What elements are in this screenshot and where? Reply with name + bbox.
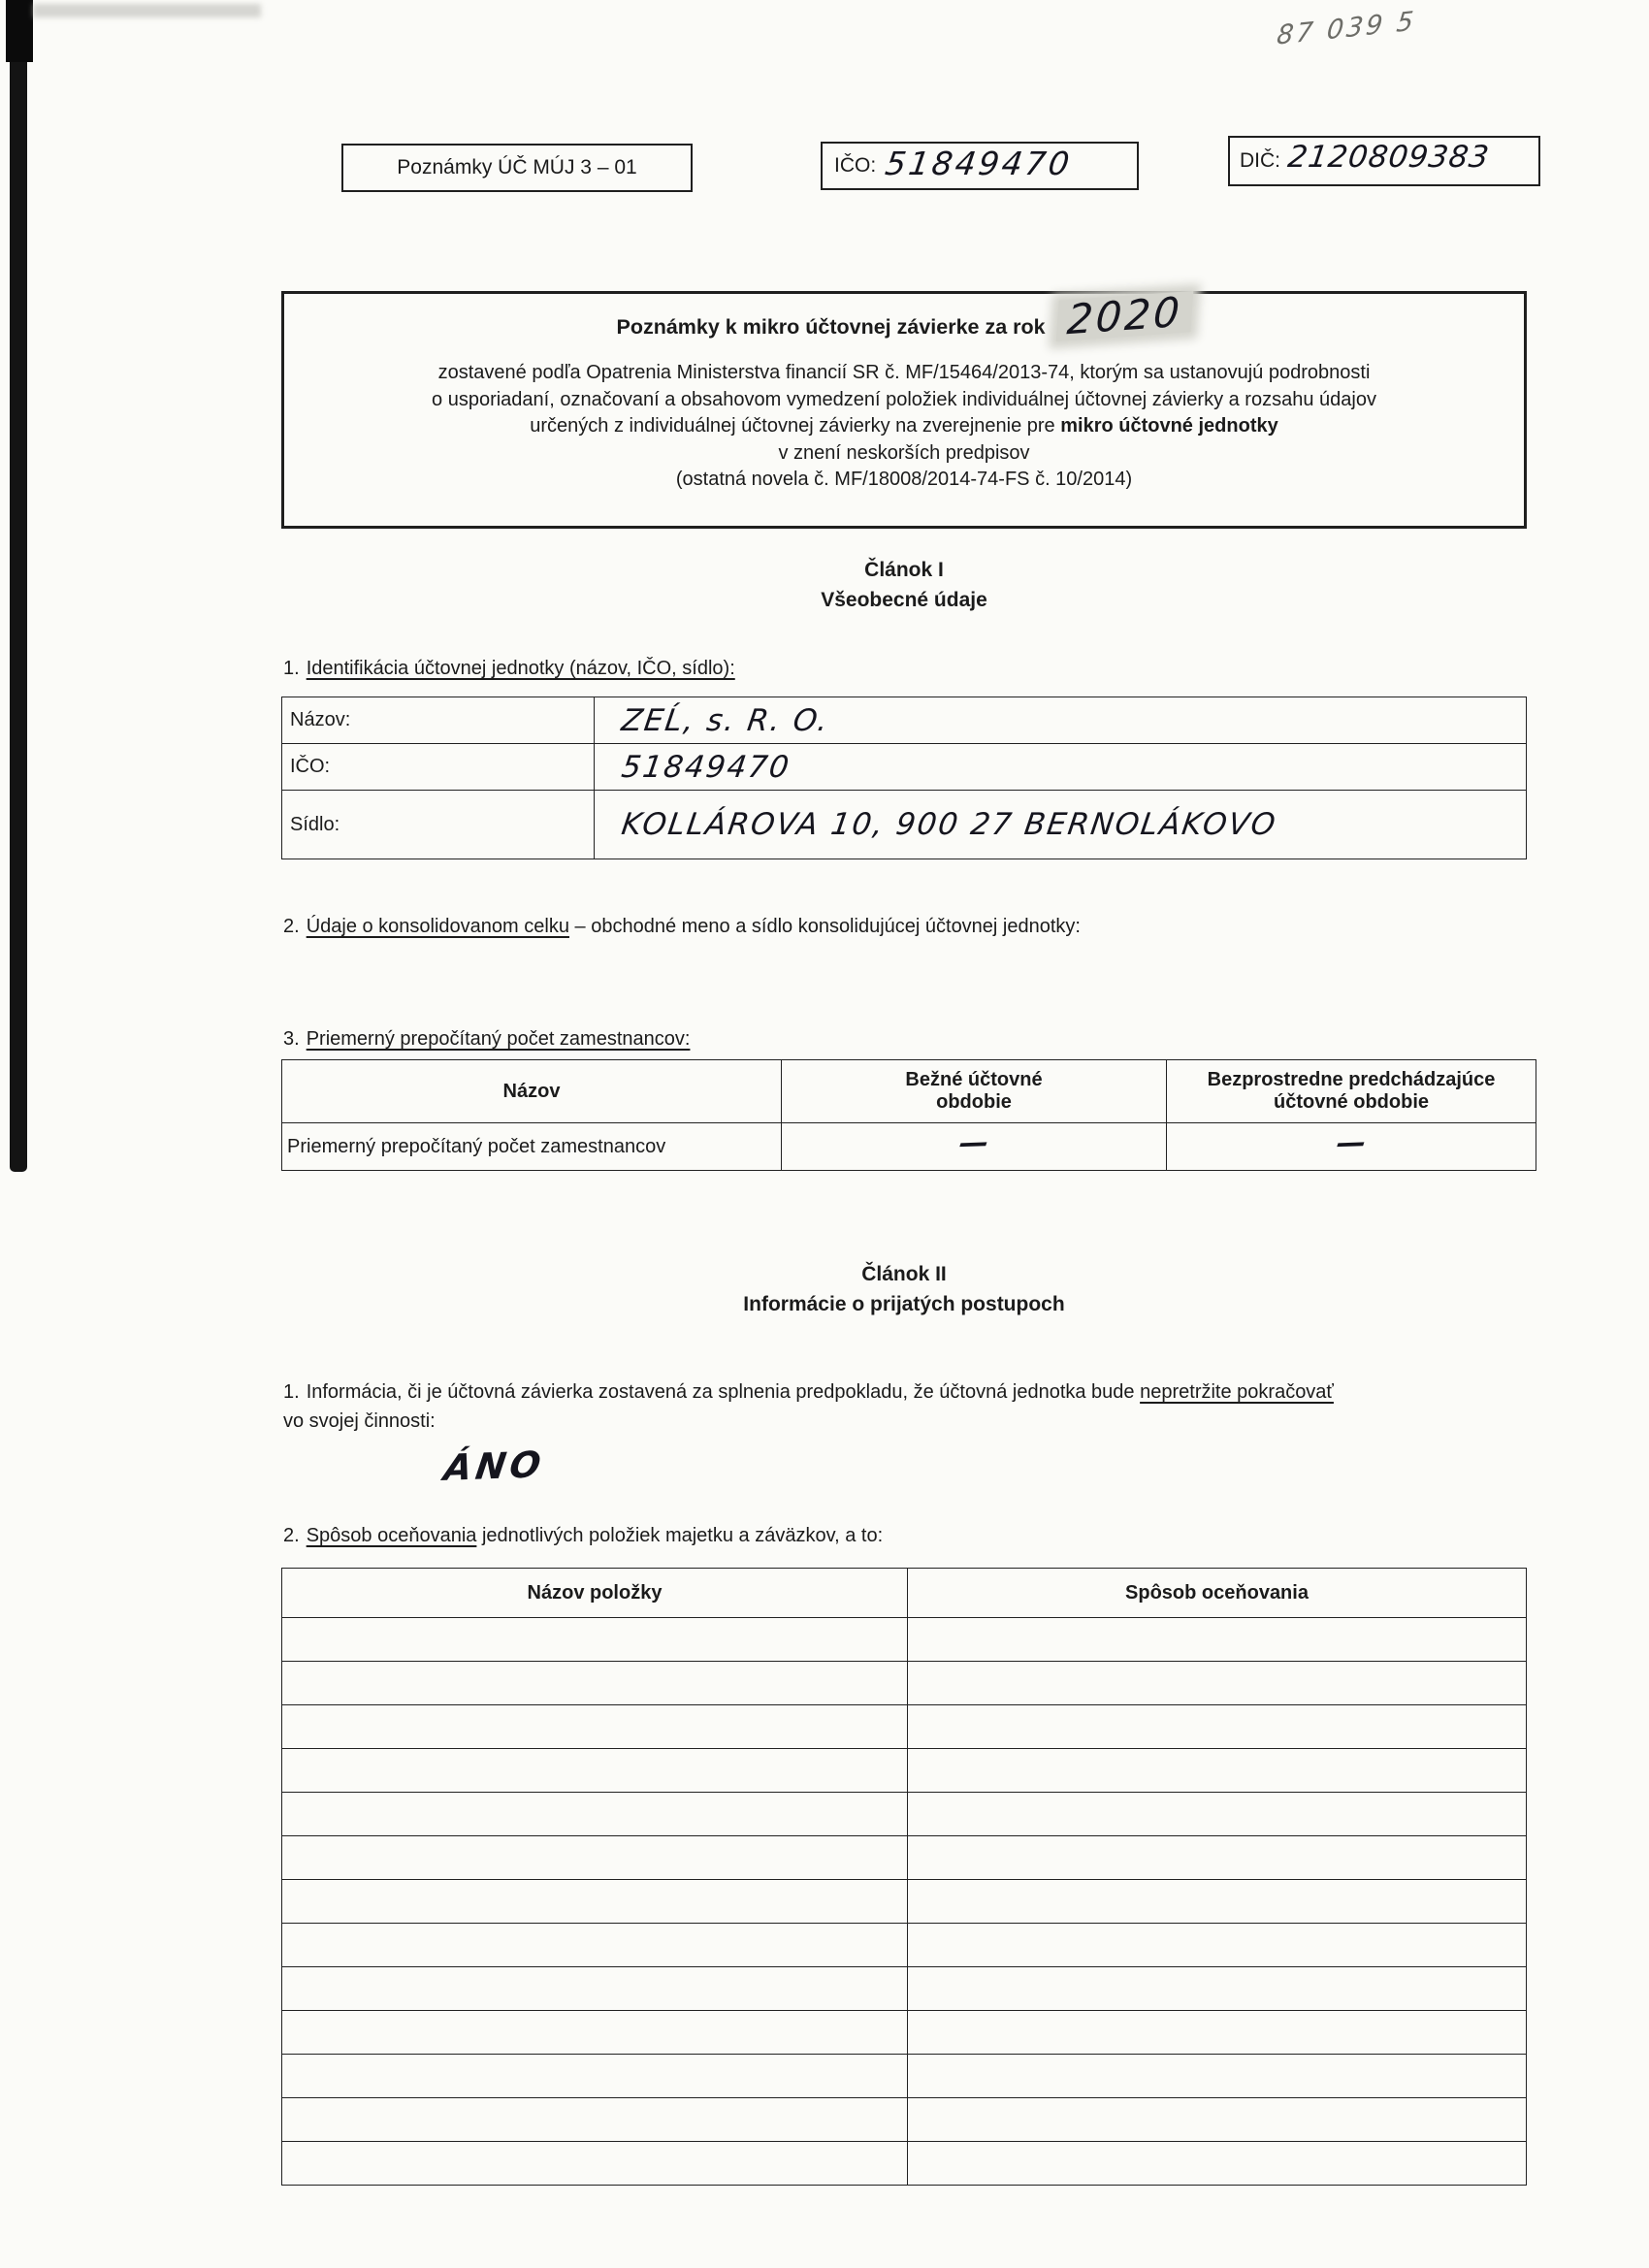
valuation-item-cell bbox=[282, 1749, 908, 1793]
title-line bbox=[284, 287, 1524, 356]
id-value-cell bbox=[595, 744, 1527, 791]
valuation-item-cell bbox=[282, 1793, 908, 1836]
ico-box bbox=[821, 142, 1139, 190]
valuation-method-cell bbox=[908, 1749, 1527, 1793]
header-text: Názov bbox=[502, 1080, 561, 1102]
article2-heading: Článok II bbox=[861, 1263, 947, 1285]
table-row bbox=[282, 791, 1527, 859]
item-text-continued: vo svojej činnosti: bbox=[283, 1410, 436, 1432]
id-label-cell: Sídlo: bbox=[282, 791, 595, 859]
item-number: 2. bbox=[283, 1525, 300, 1546]
valuation-method-cell bbox=[908, 2011, 1527, 2055]
ico-value-handwritten: 51849470 bbox=[883, 144, 1075, 182]
valuation-item-cell bbox=[282, 2142, 908, 2186]
id-label-cell: IČO: bbox=[282, 744, 595, 791]
identification-table bbox=[281, 697, 1527, 859]
pencil-annotation: 87 039 5 bbox=[1275, 6, 1418, 51]
article1-item2 bbox=[283, 912, 1536, 941]
valuation-empty-row bbox=[282, 2055, 1527, 2098]
dic-label: DIČ: bbox=[1240, 149, 1280, 172]
employees-col-current-header bbox=[782, 1060, 1167, 1123]
valuation-item-cell bbox=[282, 1967, 908, 2011]
item-text: Priemerný prepočítaný počet zamestnancov: bbox=[306, 1028, 691, 1050]
id-value-cell bbox=[595, 697, 1527, 744]
employees-current-cell bbox=[782, 1123, 1167, 1171]
title-body-line-5: (ostatná novela č. MF/18008/2014-74-FS č. 10/2014) bbox=[675, 469, 1133, 490]
id-value-handwritten: ZEĹ, s. R. O. bbox=[619, 702, 832, 738]
title-body-line-4: v znení neskorších predpisov bbox=[778, 441, 1030, 464]
item-text: – obchodné meno a sídlo konsolidujúcej účtovnej jednotky: bbox=[568, 916, 1081, 937]
item-number: 1. bbox=[283, 1381, 300, 1403]
table-row bbox=[282, 1123, 1536, 1171]
valuation-method-cell bbox=[908, 2055, 1527, 2098]
valuation-empty-row bbox=[282, 1924, 1527, 1967]
item-number: 1. bbox=[283, 658, 300, 679]
valuation-item-cell bbox=[282, 1880, 908, 1924]
valuation-item-cell bbox=[282, 1705, 908, 1749]
employees-row-label: Priemerný prepočítaný počet zamestnancov bbox=[282, 1123, 782, 1171]
employees-col-nazov-header bbox=[282, 1060, 782, 1123]
dash-handwritten: — bbox=[956, 1124, 991, 1161]
valuation-item-cell bbox=[282, 2011, 908, 2055]
valuation-empty-row bbox=[282, 1967, 1527, 2011]
item-text-underlined: Údaje o konsolidovanom celku bbox=[306, 916, 569, 937]
table-header-row bbox=[282, 1060, 1536, 1123]
valuation-method-cell bbox=[908, 1793, 1527, 1836]
title-body-line-3-bold: mikro účtovné jednotky bbox=[1060, 415, 1278, 437]
article2-item1 bbox=[283, 1377, 1536, 1436]
valuation-method-cell bbox=[908, 1880, 1527, 1924]
valuation-empty-row bbox=[282, 1793, 1527, 1836]
item-text: Identifikácia účtovnej jednotky (názov, IČO, sídlo): bbox=[306, 658, 735, 679]
valuation-method-cell bbox=[908, 1924, 1527, 1967]
valuation-method-cell bbox=[908, 1662, 1527, 1705]
header-text: Bezprostredne predchádzajúce účtovné obdobie bbox=[1207, 1069, 1496, 1113]
valuation-item-cell bbox=[282, 2055, 908, 2098]
id-label-cell: Názov: bbox=[282, 697, 595, 744]
item-text: jednotlivých položiek majetku a záväzkov, a to: bbox=[476, 1525, 884, 1546]
valuation-table bbox=[281, 1568, 1527, 2186]
valuation-table-body bbox=[282, 1618, 1527, 2186]
title-body-line-2: o usporiadaní, označovaní a obsahovom vymedzení položiek individuálnej účtovnej závierky a rozsahu údajov bbox=[432, 388, 1376, 410]
employees-col-previous-header bbox=[1167, 1060, 1536, 1123]
title-box bbox=[281, 287, 1527, 529]
item-text-underlined: Spôsob oceňovania bbox=[306, 1525, 477, 1546]
title-body-line-3-text: určených z individuálnej účtovnej závierky na zverejnenie pre bbox=[530, 415, 1061, 437]
title-paragraph bbox=[284, 360, 1524, 494]
ico-label: IČO: bbox=[834, 154, 877, 177]
valuation-empty-row bbox=[282, 1705, 1527, 1749]
form-title: Poznámky k mikro účtovnej závierke za rok bbox=[616, 315, 1046, 339]
id-value-cell bbox=[595, 791, 1527, 859]
valuation-col-method-header: Spôsob oceňovania bbox=[908, 1569, 1527, 1618]
header-text: Bežné účtovné obdobie bbox=[905, 1069, 1043, 1113]
item-number: 3. bbox=[283, 1028, 300, 1050]
year-value-handwritten: 2020 bbox=[1055, 291, 1193, 341]
valuation-empty-row bbox=[282, 2011, 1527, 2055]
valuation-empty-row bbox=[282, 2142, 1527, 2186]
employees-previous-cell bbox=[1167, 1123, 1536, 1171]
valuation-empty-row bbox=[282, 2098, 1527, 2142]
valuation-method-cell bbox=[908, 1967, 1527, 2011]
item-text: Informácia, či je účtovná závierka zostavená za splnenia predpokladu, že účtovná jednotka bude bbox=[306, 1381, 1141, 1403]
table-row bbox=[282, 697, 1527, 744]
table-row bbox=[282, 744, 1527, 791]
article1-heading: Článok I bbox=[864, 559, 944, 581]
valuation-empty-row bbox=[282, 1880, 1527, 1924]
item-text-underlined: nepretržite pokračovať bbox=[1140, 1381, 1334, 1403]
valuation-empty-row bbox=[282, 1618, 1527, 1662]
id-value-handwritten: KOLLÁROVA 10, 900 27 BERNOLÁKOVO bbox=[619, 807, 1279, 842]
valuation-empty-row bbox=[282, 1749, 1527, 1793]
article2-item2 bbox=[283, 1521, 1536, 1550]
table-header-row bbox=[282, 1569, 1527, 1618]
title-body-line-1: zostavené podľa Opatrenia Ministerstva financií SR č. MF/15464/2013-74, ktorým sa ustanovujú podrobnosti bbox=[437, 362, 1371, 383]
valuation-empty-row bbox=[282, 1662, 1527, 1705]
valuation-item-cell bbox=[282, 2098, 908, 2142]
valuation-empty-row bbox=[282, 1836, 1527, 1880]
article1-subheading: Všeobecné údaje bbox=[821, 589, 987, 611]
dic-box bbox=[1228, 136, 1540, 186]
item-number: 2. bbox=[283, 916, 300, 937]
dic-value-handwritten: 2120809383 bbox=[1285, 140, 1492, 175]
valuation-item-cell bbox=[282, 1618, 908, 1662]
scan-artifact-left-edge bbox=[10, 0, 27, 1172]
employees-table bbox=[281, 1059, 1536, 1171]
article2-subheading: Informácie o prijatých postupoch bbox=[743, 1293, 1065, 1315]
article1-item3 bbox=[283, 1024, 1536, 1053]
article1-item1 bbox=[283, 654, 1536, 683]
valuation-method-cell bbox=[908, 2142, 1527, 2186]
valuation-item-cell bbox=[282, 1836, 908, 1880]
valuation-method-cell bbox=[908, 1836, 1527, 1880]
id-value-handwritten: 51849470 bbox=[619, 749, 793, 785]
article1-heading-block bbox=[281, 555, 1527, 615]
valuation-method-cell bbox=[908, 1705, 1527, 1749]
title-body-line-3 bbox=[284, 413, 1524, 440]
form-code-box bbox=[341, 144, 693, 192]
valuation-item-cell bbox=[282, 1662, 908, 1705]
valuation-item-cell bbox=[282, 1924, 908, 1967]
answer-ano-handwritten: ÁNO bbox=[440, 1443, 548, 1489]
form-code-label: Poznámky ÚČ MÚJ 3 – 01 bbox=[397, 156, 637, 178]
article2-heading-block bbox=[281, 1259, 1527, 1319]
valuation-col-item-header: Názov položky bbox=[282, 1569, 908, 1618]
valuation-method-cell bbox=[908, 2098, 1527, 2142]
scan-artifact-top-smudge bbox=[33, 4, 261, 17]
valuation-method-cell bbox=[908, 1618, 1527, 1662]
scan-artifact-left-edge-top bbox=[6, 0, 33, 62]
dash-handwritten: — bbox=[1334, 1124, 1369, 1161]
